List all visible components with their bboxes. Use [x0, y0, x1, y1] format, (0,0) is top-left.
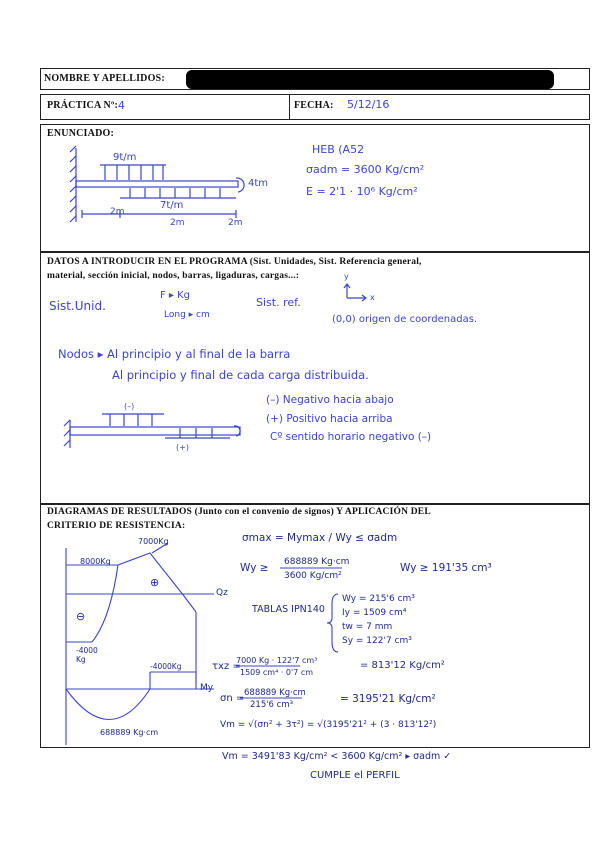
sigma-num: 688889 Kg·cm — [244, 688, 306, 698]
load-top: 9t/m — [113, 152, 137, 163]
tau-lhs: τxz = — [212, 661, 241, 672]
enunciado-label: ENUNCIADO: — [47, 128, 114, 139]
elastic-modulus: E = 2'1 · 10⁶ Kg/cm² — [306, 185, 418, 198]
sign-top: (–) — [124, 402, 135, 411]
axis-y: y — [344, 272, 349, 281]
m-max: 688889 Kg·cm — [100, 728, 159, 737]
convention-1: (–) Negativo hacia abajo — [266, 394, 394, 406]
profile: HEB (A52 — [312, 143, 365, 156]
load-bottom: 7t/m — [160, 200, 184, 211]
moment-value: 4tm — [248, 178, 269, 189]
diagramas-label-line1: DIAGRAMAS DE RESULTADOS (Junto con el convenio de signos) Y APLICACIÓN DEL — [47, 507, 431, 517]
table-tw: tw = 7 mm — [342, 622, 393, 632]
sigma-lhs: σn = — [220, 693, 245, 704]
wy-den: 3600 Kg/cm² — [284, 571, 342, 581]
tau-result: = 813'12 Kg/cm² — [360, 660, 445, 671]
name-label: NOMBRE Y APELLIDOS: — [44, 73, 165, 84]
units-force: F ▸ Kg — [160, 290, 191, 301]
date-value: 5/12/16 — [347, 98, 390, 111]
ref-system: Sist. ref. — [256, 296, 301, 309]
von-mises: Vm = √(σn² + 3τ²) = √(3195'21² + (3 · 813'12²) — [220, 720, 437, 730]
convention-2: (+) Positivo hacia arriba — [266, 413, 393, 425]
practice-value: 4 — [118, 99, 125, 112]
date-label: FECHA: — [294, 100, 334, 111]
conclusion: CUMPLE el PERFIL — [310, 770, 400, 781]
wy-num: 688889 Kg·cm — [284, 557, 350, 567]
sigma-result: = 3195'21 Kg/cm² — [340, 693, 436, 705]
datos-label-line2: material, sección inicial, nodos, barras, ligaduras, cargas...: — [47, 271, 300, 281]
shear-neg-4000-right: -4000Kg — [150, 662, 182, 671]
wy-result: Wy ≥ 191'35 cm³ — [400, 562, 492, 574]
units-length: Long ▸ cm — [164, 310, 210, 320]
minus-sign: ⊖ — [76, 610, 86, 623]
units-system: Sist.Unid. — [49, 299, 106, 313]
formula-sigma-max: σmax = Mymax / Wy ≤ σadm — [242, 532, 398, 544]
sigma-den: 215'6 cm³ — [250, 700, 294, 710]
axes-sketch — [344, 284, 366, 301]
table-sy: Sy = 122'7 cm³ — [342, 636, 412, 646]
origin: (0,0) origen de coordenadas. — [332, 314, 478, 325]
qz-label: Qz — [216, 588, 228, 598]
convention-sketch — [64, 414, 240, 448]
beam-sketch — [70, 146, 244, 222]
sign-bottom: (+) — [176, 443, 189, 452]
my-label: My — [200, 683, 214, 693]
final-result: Vm = 3491'83 Kg/cm² < 3600 Kg/cm² ▸ σadm ✓ — [222, 751, 452, 762]
sigma-adm: σadm = 3600 Kg/cm² — [306, 163, 425, 176]
shear-neg-4000: -4000 Kg — [76, 646, 98, 664]
brace — [327, 594, 338, 652]
tau-den: 1509 cm⁴ · 0'7 cm — [240, 668, 314, 677]
wy-lhs: Wy ≥ — [240, 562, 269, 574]
dim-2: 2m — [170, 218, 185, 228]
table-wy: Wy = 215'6 cm³ — [342, 594, 415, 604]
nodes-line1: Nodos ▸ Al principio y al final de la barra — [58, 347, 291, 361]
dim-3: 2m — [228, 218, 243, 228]
tables-label: TABLAS IPN140 — [252, 604, 325, 615]
axis-x: x — [370, 293, 375, 302]
shear-8000: 8000Kg — [80, 557, 111, 566]
shear-diagram — [66, 543, 214, 745]
moment-diagram — [66, 672, 214, 720]
convention-3: Cº sentido horario negativo (–) — [270, 431, 432, 443]
nodes-line2: Al principio y final de cada carga distribuida. — [112, 368, 369, 382]
practice-label: PRÁCTICA Nº: — [47, 100, 118, 111]
plus-sign: ⊕ — [150, 576, 160, 589]
datos-label-line1: DATOS A INTRODUCIR EN EL PROGRAMA (Sist. Unidades, Sist. Referencia general, — [47, 257, 422, 267]
fraction-bars — [236, 568, 342, 698]
diagramas-label-line2: CRITERIO DE RESISTENCIA: — [47, 521, 186, 531]
dim-1: 2m — [110, 207, 125, 217]
shear-7000: 7000Kg — [138, 537, 169, 546]
tau-num: 7000 Kg · 122'7 cm³ — [236, 656, 318, 665]
table-iy: Iy = 1509 cm⁴ — [342, 608, 407, 618]
